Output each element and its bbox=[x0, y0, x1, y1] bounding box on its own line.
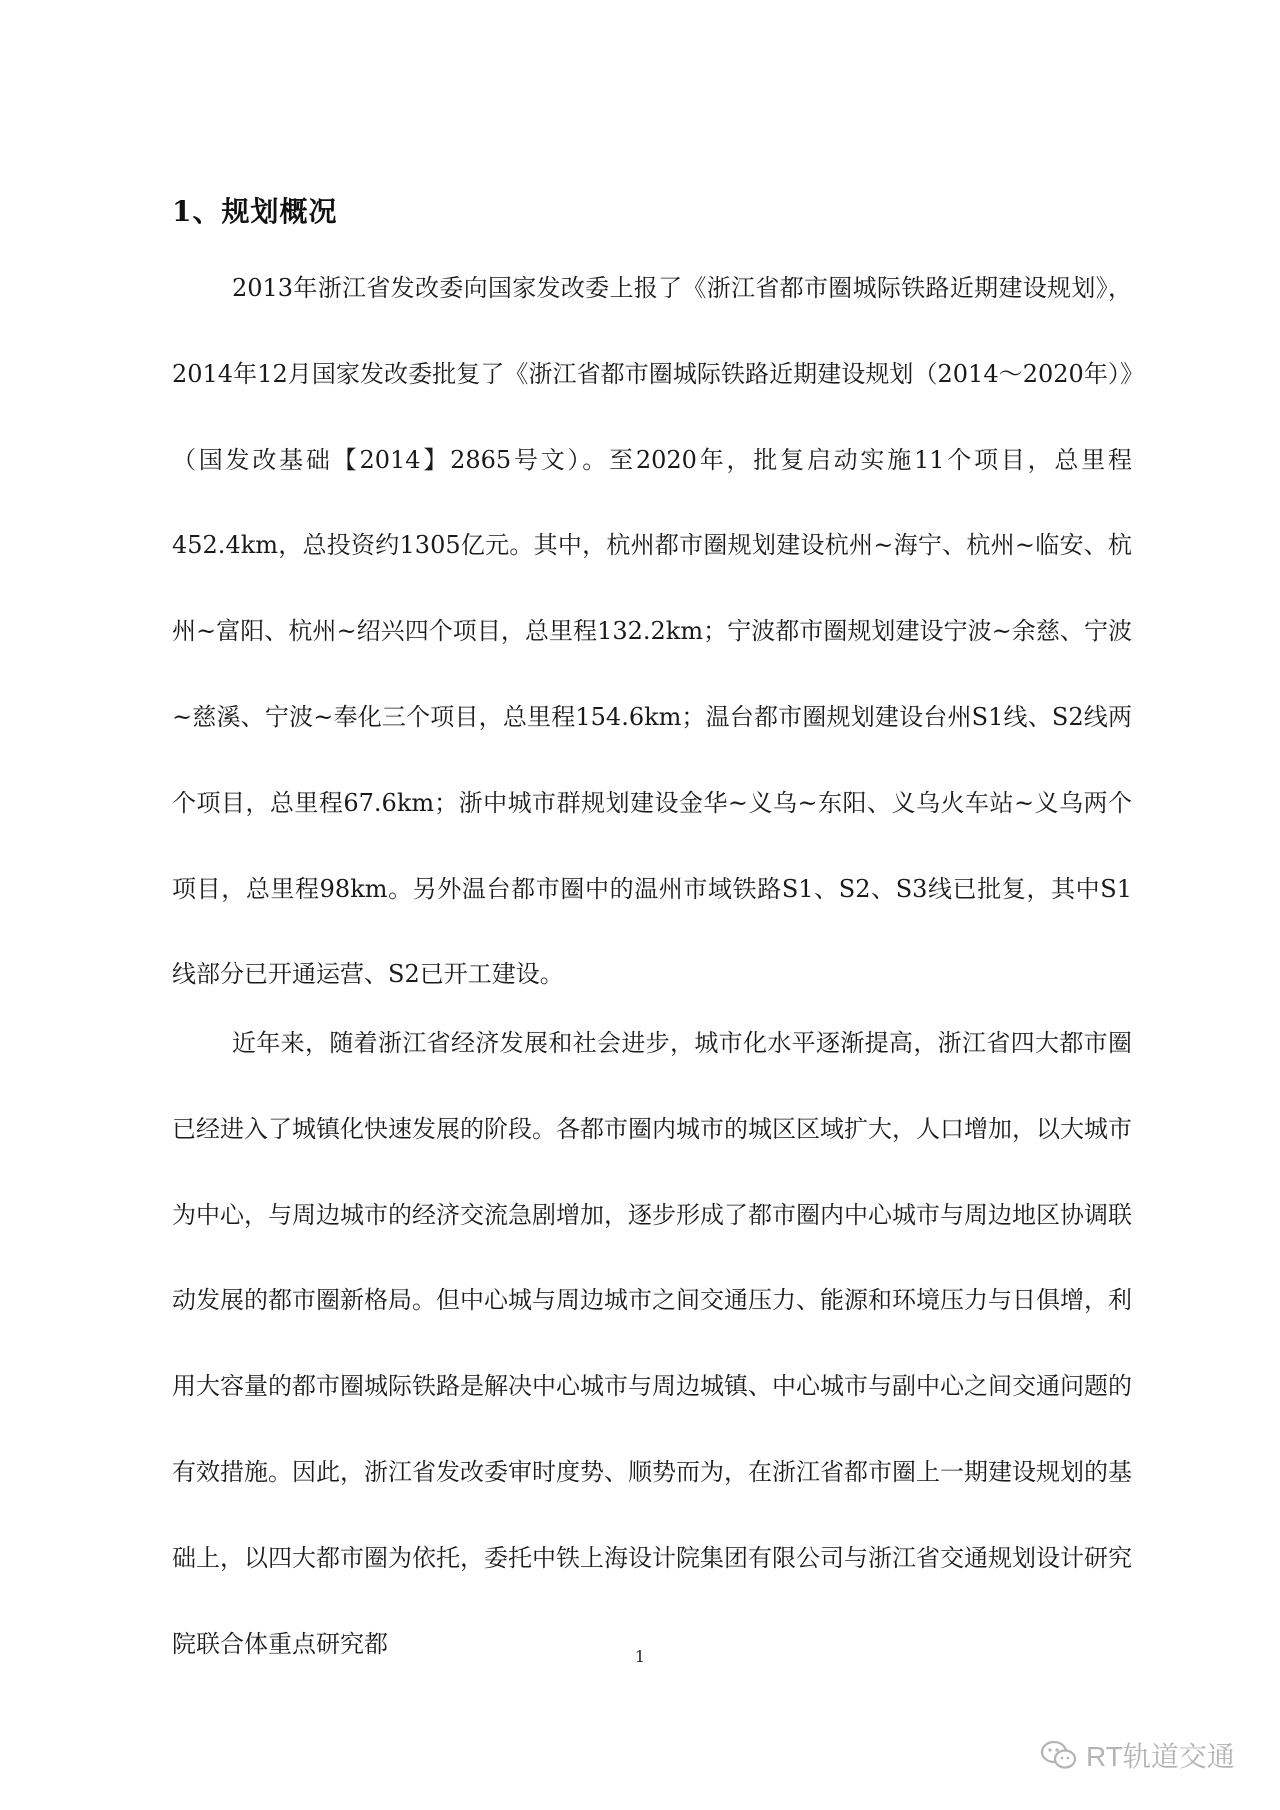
section-heading: 1、规划概况 bbox=[172, 195, 338, 228]
paragraph-planning-overview: 2013年浙江省发改委向国家发改委上报了《浙江省都市圈城际铁路近期建设规划》，2014年12月国家发改委批复了《浙江省都市圈城际铁路近期建设规划（2014～2020年）》（国发改基础【2014】2865号文）。至2020年，批复启动实施11个项目，总里程452.4km，总投资约1305亿元。其中，杭州都市圈规划建设杭州~海宁、杭州~临安、杭州~富阳、杭州~绍兴四个项目，总里程132.2km；宁波都市圈规划建设宁波~余慈、宁波~慈溪、宁波~奉化三个项目，总里程154.6km；温台都市圈规划建设台州S1线、S2线两个项目，总里程67.6km；浙中城市群规划建设金华~义乌~东阳、义乌火车站~义乌两个项目，总里程98km。另外温台都市圈中的温州市域铁路S1、S2、S3线已批复，其中S1线部分已开通运营、S2已开工建设。 bbox=[172, 274, 1132, 989]
wechat-icon bbox=[1040, 1739, 1078, 1771]
paragraph-development-context: 近年来，随着浙江省经济发展和社会进步，城市化水平逐渐提高，浙江省四大都市圈已经进入了城镇化快速发展的阶段。各都市圈内城市的城区区域扩大，人口增加，以大城市为中心，与周边城市的经济交流急剧增加，逐步形成了都市圈内中心城市与周边地区协调联动发展的都市圈新格局。但中心城与周边城市之间交通压力、能源和环境压力与日俱增，利用大容量的都市圈城际铁路是解决中心城市与周边城镇、中心城市与副中心之间交通问题的有效措施。因此，浙江省发改委审时度势、顺势而为，在浙江省都市圈上一期建设规划的基础上，以四大都市圈为依托，委托中铁上海设计院集团有限公司与浙江省交通规划设计研究院联合体重点研究都 bbox=[172, 1029, 1132, 1658]
page-number: 1 bbox=[634, 1647, 646, 1666]
watermark-text: RT轨道交通 bbox=[1086, 1741, 1235, 1772]
watermark bbox=[1040, 1735, 1235, 1775]
